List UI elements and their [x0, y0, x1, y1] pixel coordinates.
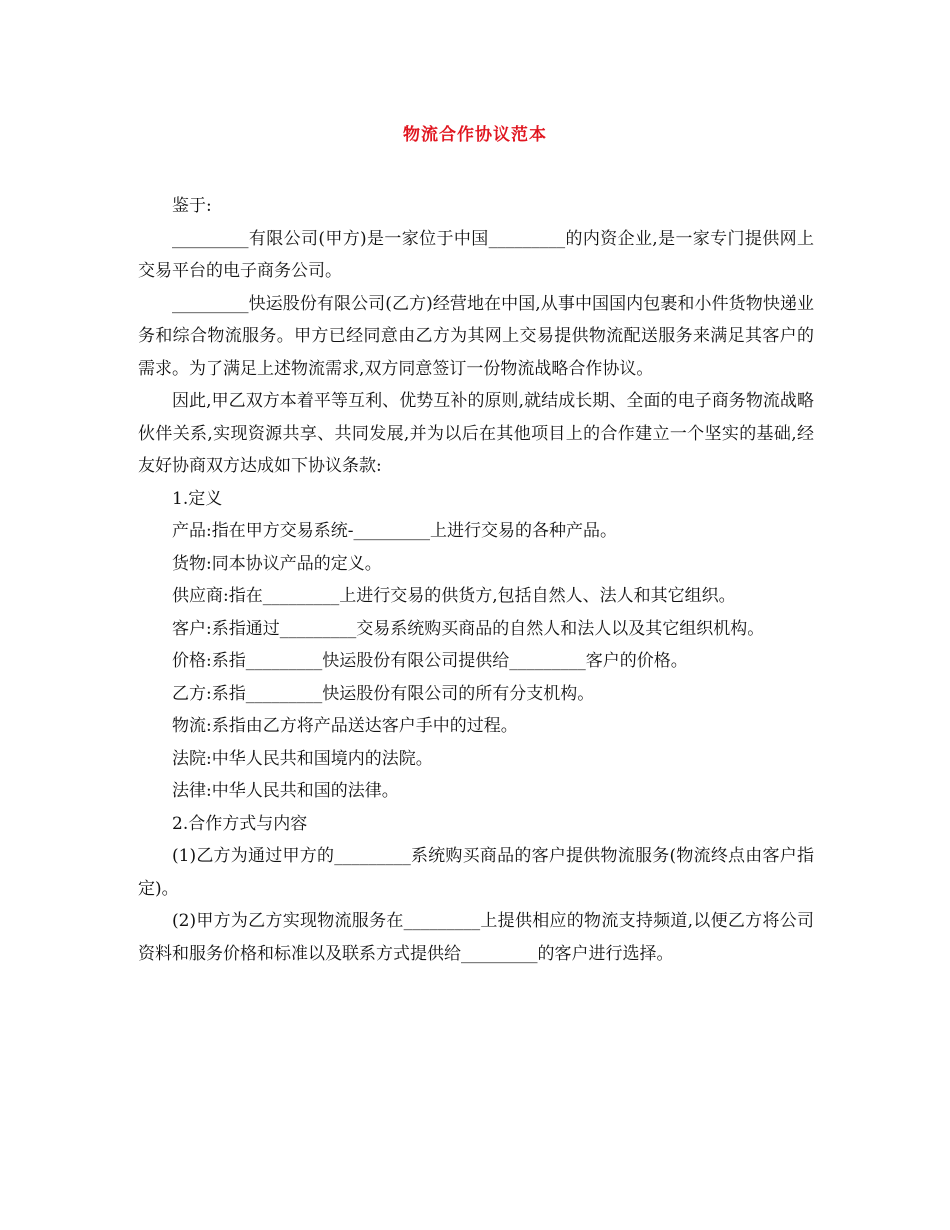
section-heading-cooperation: 2.合作方式与内容 [172, 813, 308, 834]
definition-party-b: 乙方:系指_________快运股份有限公司的所有分支机构。 [172, 683, 595, 704]
definition-customer: 客户:系指通过_________交易系统购买商品的自然人和法人以及其它组织机构。 [172, 618, 765, 639]
definition-court: 法院:中华人民共和国境内的法院。 [172, 748, 433, 769]
definition-goods: 货物:同本协议产品的定义。 [172, 553, 382, 574]
document-title: 物流合作协议范本 [403, 125, 547, 145]
paragraph-party-b: _________快运股份有限公司(乙方)经营地在中国,从事中国国内包裹和小件货物快递业务和综合物流服务。甲方已经同意由乙方为其网上交易提供物流配送服务来满足其客户的需求。为了满足上述物流需求,双方同意签订一份物流战略合作协议。 [138, 293, 814, 379]
definition-law: 法律:中华人民共和国的法律。 [172, 781, 399, 801]
definition-price: 价格:系指_________快运股份有限公司提供给_________客户的价格。 [172, 651, 688, 671]
paragraph-therefore: 因此,甲乙双方本着平等互利、优势互补的原则,就结成长期、全面的电子商务物流战略伙伴关系,实现资源共享、共同发展,并为以后在其他项目上的合作建立一个坚实的基础,经友好协商双方达成如下协议条款: [138, 391, 814, 476]
clause-2-2: (2)甲方为乙方实现物流服务在_________上提供相应的物流支持频道,以便乙方将公司资料和服务价格和标准以及联系方式提供给_________的客户进行选择。 [138, 911, 814, 964]
paragraph-party-a: _________有限公司(甲方)是一家位于中国_________的内资企业,是一家专门提供网上交易平台的电子商务公司。 [138, 228, 814, 281]
document-body [138, 190, 814, 970]
paragraph-whereas: 鉴于: [172, 196, 212, 216]
section-heading-definitions: 1.定义 [172, 488, 223, 509]
definition-logistics: 物流:系指由乙方将产品送达客户手中的过程。 [172, 716, 518, 736]
definition-product: 产品:指在甲方交易系统-_________上进行交易的各种产品。 [172, 521, 617, 541]
definition-supplier: 供应商:指在_________上进行交易的供货方,包括自然人、法人和其它组织。 [172, 586, 736, 606]
clause-2-1: (1)乙方为通过甲方的_________系统购买商品的客户提供物流服务(物流终点由客户指定)。 [138, 846, 814, 899]
